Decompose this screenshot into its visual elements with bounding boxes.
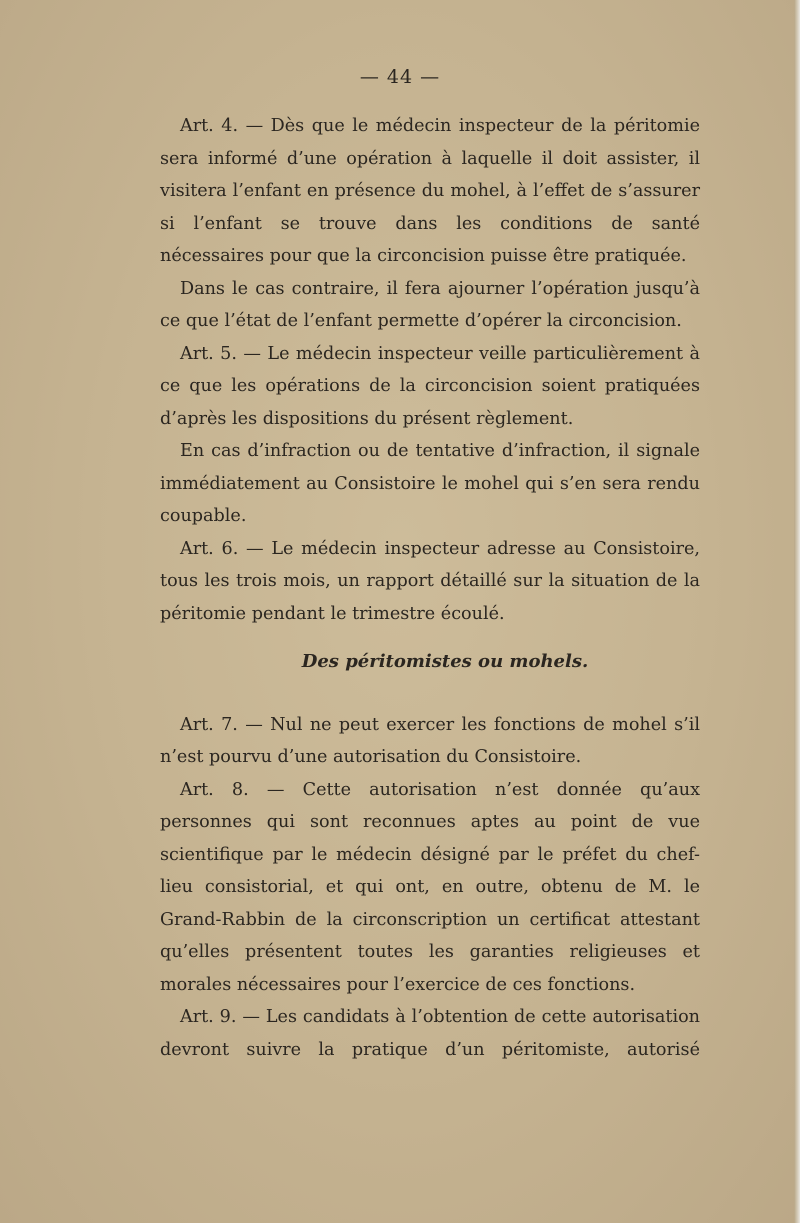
section-heading: Des péritomistes ou mohels. xyxy=(301,651,589,672)
article-8-paragraph: Art. 8. — Cette autorisation n’est donnée qu’aux personnes qui sont reconnues aptes au point de vue scientifique par le médecin désigné par le préfet du chef-lieu consistorial, et qui ont, en outre, obtenu de M. le Grand-Rabbin de la circonscription un certificat attestant qu’elles présentent toutes les garanties religieuses et morales nécessaires pour l’exercice de ces fonctions. xyxy=(160,779,700,995)
article-5-continuation-paragraph: En cas d’infraction ou de tentative d’infraction, il signale immédiatement au Consistoire le mohel qui s’en sera rendu coupable. xyxy=(160,441,700,526)
article-6-paragraph: Art. 6. — Le médecin inspecteur adresse au Consistoire, tous les trois mois, un rapport détaillé sur la situation de la péritomie pendant le trimestre écoulé. xyxy=(160,538,700,624)
article-4-paragraph: Art. 4. — Dès que le médecin inspecteur de la péritomie sera informé d’une opération à laquelle il doit assister, il visitera l’enfant en présence du mohel, à l’effet de s’assurer si l’enfant se trouve dans les conditions de santé nécessaires pour que la circoncision puisse être pratiquée. xyxy=(160,116,700,266)
article-9-paragraph: Art. 9. — Les candidats à l’obtention de cette autorisation devront suivre la pratique d’un péritomiste, autorisé xyxy=(160,1007,700,1060)
article-5-paragraph: Art. 5. — Le médecin inspecteur veille particulièrement à ce que les opérations de la circoncision soient pratiquées d’après les dispositions du présent règlement. xyxy=(160,343,700,429)
page-edge xyxy=(794,0,800,1223)
page-number: — 44 — xyxy=(359,66,441,88)
body-text xyxy=(160,110,700,1066)
article-4-continuation-paragraph: Dans le cas contraire, il fera ajourner l’opération jusqu’à ce que l’état de l’enfant permette d’opérer la circoncision. xyxy=(160,278,700,331)
article-7-paragraph: Art. 7. — Nul ne peut exercer les fonctions de mohel s’il n’est pourvu d’une autorisation du Consistoire. xyxy=(160,714,700,767)
